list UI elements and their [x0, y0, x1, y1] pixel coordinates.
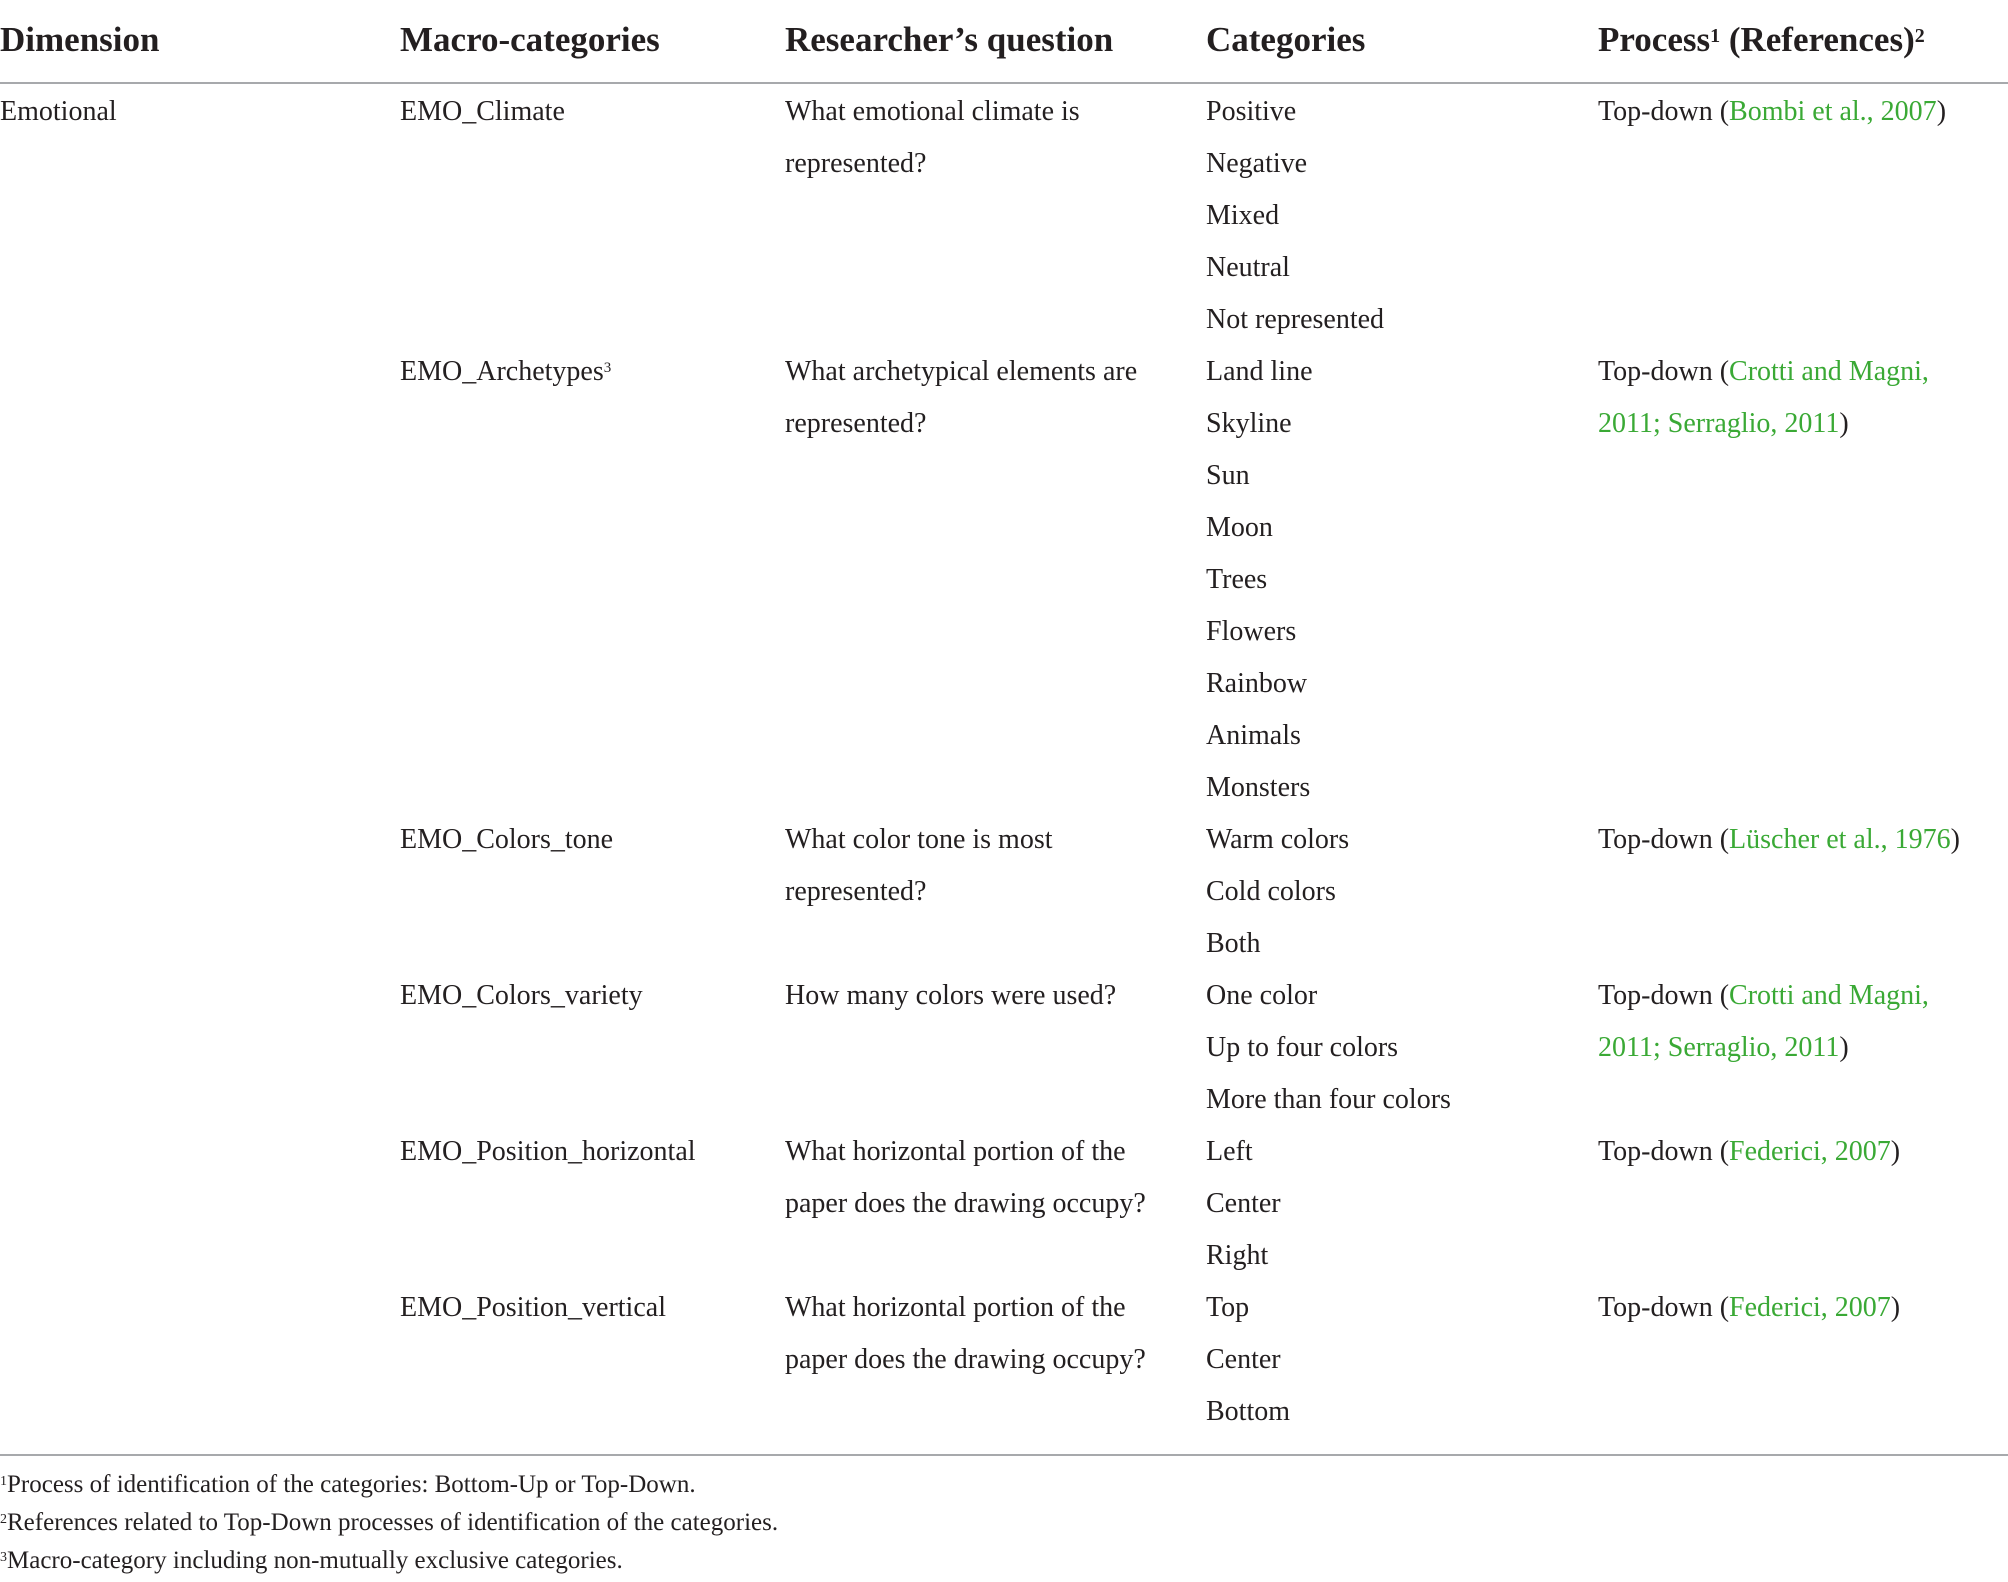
- table-footnotes: [0, 1466, 2008, 1580]
- process-line: Top-down (Bombi et al., 2007): [1598, 96, 1947, 127]
- category-item: Skyline: [1206, 408, 1292, 439]
- category-item: Trees: [1206, 564, 1268, 595]
- category-item: More than four colors: [1206, 1084, 1451, 1115]
- category-item: Not represented: [1206, 304, 1385, 335]
- macro-category-cell: [400, 1282, 666, 1334]
- categories-cell: [1206, 1126, 1281, 1282]
- process-references-cell: [1598, 814, 1960, 866]
- header-process-footnote-mark: 1: [1710, 25, 1721, 47]
- researcher-question-line: represented?: [785, 148, 927, 179]
- category-item: Top: [1206, 1292, 1250, 1323]
- reference-link[interactable]: Federici, 2007: [1729, 1136, 1891, 1167]
- category-item: Rainbow: [1206, 668, 1308, 699]
- macro-category-label: EMO_Colors_variety: [400, 980, 643, 1011]
- footnote-mark: 2: [0, 1512, 7, 1527]
- researcher-question-line: What emotional climate is: [785, 96, 1080, 127]
- macro-category-cell: [400, 346, 611, 398]
- header-process-references: [1598, 18, 1925, 62]
- macro-category-cell: [400, 86, 565, 138]
- table-bottom-rule: [0, 1454, 2008, 1456]
- reference-link[interactable]: Crotti and Magni,: [1729, 356, 1929, 387]
- categories-list: [1206, 970, 1451, 1126]
- dimension-cell: Emotional: [0, 96, 117, 127]
- macro-category-cell: [400, 814, 613, 866]
- researcher-question-line: What color tone is most: [785, 824, 1053, 855]
- process-label: Top-down: [1598, 824, 1713, 855]
- reference-link[interactable]: Lüscher et al., 1976: [1729, 824, 1951, 855]
- researcher-question-cell: [785, 1282, 1146, 1386]
- category-item: Left: [1206, 1136, 1253, 1167]
- footnote: [0, 1504, 2008, 1542]
- header-process: Process: [1598, 20, 1711, 59]
- table-row: [0, 1126, 2008, 1282]
- category-item: One color: [1206, 980, 1318, 1011]
- categories-list: [1206, 86, 1384, 346]
- categories-cell: [1206, 814, 1349, 970]
- process-line: Top-down (Crotti and Magni,: [1598, 356, 1929, 387]
- researcher-question-line: What archetypical elements are: [785, 356, 1138, 387]
- category-item: Monsters: [1206, 772, 1311, 803]
- process-line: Top-down (Crotti and Magni,: [1598, 980, 1929, 1011]
- macro-category-label: EMO_Archetypes: [400, 356, 604, 387]
- categories-list: [1206, 814, 1349, 970]
- categories-list: [1206, 1282, 1290, 1438]
- macro-category-label: EMO_Colors_tone: [400, 824, 614, 855]
- categories-cell: [1206, 1282, 1290, 1438]
- header-references-footnote-mark: 2: [1914, 25, 1925, 47]
- process-references-cell: [1598, 1126, 1900, 1178]
- process-line: 2011; Serraglio, 2011): [1598, 408, 1849, 439]
- header-references: (References): [1728, 20, 1915, 59]
- researcher-question-cell: [785, 346, 1137, 450]
- process-label: Top-down: [1598, 356, 1713, 387]
- footnote-mark: 1: [0, 1474, 7, 1489]
- process-label: Top-down: [1598, 96, 1713, 127]
- process-line: Top-down (Lüscher et al., 1976): [1598, 824, 1960, 855]
- researcher-question-cell: [785, 970, 1116, 1022]
- process-label: Top-down: [1598, 980, 1713, 1011]
- footnote: [0, 1542, 2008, 1580]
- process-references-cell: [1598, 1282, 1900, 1334]
- category-item: Flowers: [1206, 616, 1297, 647]
- researcher-question-line: paper does the drawing occupy?: [785, 1188, 1146, 1219]
- category-item: Cold colors: [1206, 876, 1336, 907]
- process-line: Top-down (Federici, 2007): [1598, 1136, 1901, 1167]
- reference-link[interactable]: 2011; Serraglio, 2011: [1598, 1032, 1840, 1063]
- researcher-question-line: What horizontal portion of the: [785, 1136, 1126, 1167]
- category-item: Center: [1206, 1188, 1281, 1219]
- category-item: Both: [1206, 928, 1261, 959]
- process-label: Top-down: [1598, 1292, 1713, 1323]
- footnote-text: Process of identification of the categories: Bottom-Up or Top-Down.: [7, 1471, 696, 1498]
- table-body: [0, 84, 2008, 1438]
- category-item: Warm colors: [1206, 824, 1350, 855]
- process-label: Top-down: [1598, 1136, 1713, 1167]
- macro-category-cell: [400, 970, 643, 1022]
- process-line: Top-down (Federici, 2007): [1598, 1292, 1901, 1323]
- table-row: [0, 86, 2008, 346]
- process-references-cell: [1598, 86, 1946, 138]
- categories-cell: [1206, 346, 1313, 814]
- table-row: [0, 1282, 2008, 1438]
- header-researcher-question: Researcher’s question: [785, 20, 1114, 59]
- researcher-question-line: paper does the drawing occupy?: [785, 1344, 1146, 1375]
- category-item: Positive: [1206, 96, 1297, 127]
- reference-link[interactable]: Crotti and Magni,: [1729, 980, 1929, 1011]
- categories-list: [1206, 1126, 1281, 1282]
- researcher-question-line: represented?: [785, 876, 927, 907]
- researcher-question-cell: [785, 814, 1053, 918]
- category-item: Neutral: [1206, 252, 1290, 283]
- category-item: Bottom: [1206, 1396, 1291, 1427]
- category-item: Right: [1206, 1240, 1269, 1271]
- researcher-question-cell: [785, 86, 1080, 190]
- category-item: Center: [1206, 1344, 1281, 1375]
- process-line: 2011; Serraglio, 2011): [1598, 1032, 1849, 1063]
- category-item: Sun: [1206, 460, 1250, 491]
- reference-link[interactable]: Bombi et al., 2007: [1729, 96, 1937, 127]
- table-row: [0, 970, 2008, 1126]
- researcher-question-line: How many colors were used?: [785, 980, 1117, 1011]
- category-item: Mixed: [1206, 200, 1280, 231]
- category-item: Animals: [1206, 720, 1301, 751]
- footnote: [0, 1466, 2008, 1504]
- macro-category-cell: [400, 1126, 696, 1178]
- footnote-text: References related to Top-Down processes of identification of the categories.: [7, 1509, 779, 1536]
- reference-link[interactable]: 2011; Serraglio, 2011: [1598, 408, 1840, 439]
- researcher-question-line: represented?: [785, 408, 927, 439]
- researcher-question-line: What horizontal portion of the: [785, 1292, 1126, 1323]
- reference-link[interactable]: Federici, 2007: [1729, 1292, 1891, 1323]
- macro-category-label: EMO_Climate: [400, 96, 565, 127]
- category-item: Land line: [1206, 356, 1313, 387]
- header-macro-categories: Macro-categories: [400, 20, 660, 59]
- category-item: Up to four colors: [1206, 1032, 1399, 1063]
- category-item: Moon: [1206, 512, 1273, 543]
- footnote-text: Macro-category including non-mutually exclusive categories.: [7, 1547, 623, 1574]
- table-row: [0, 814, 2008, 970]
- categories-cell: [1206, 970, 1451, 1126]
- macro-category-label: EMO_Position_vertical: [400, 1292, 666, 1323]
- process-references-cell: [1598, 970, 1929, 1074]
- header-categories: Categories: [1206, 20, 1366, 59]
- table-row: [0, 346, 2008, 814]
- footnote-mark: 3: [0, 1550, 7, 1565]
- macro-category-label: EMO_Position_horizontal: [400, 1136, 696, 1167]
- categories-cell: [1206, 86, 1384, 346]
- table-header-row: [0, 0, 2008, 84]
- category-item: Negative: [1206, 148, 1308, 179]
- categories-list: [1206, 346, 1313, 814]
- header-dimension: Dimension: [0, 20, 160, 59]
- researcher-question-cell: [785, 1126, 1146, 1230]
- process-references-cell: [1598, 346, 1929, 450]
- macro-category-footnote-mark: 3: [603, 360, 612, 376]
